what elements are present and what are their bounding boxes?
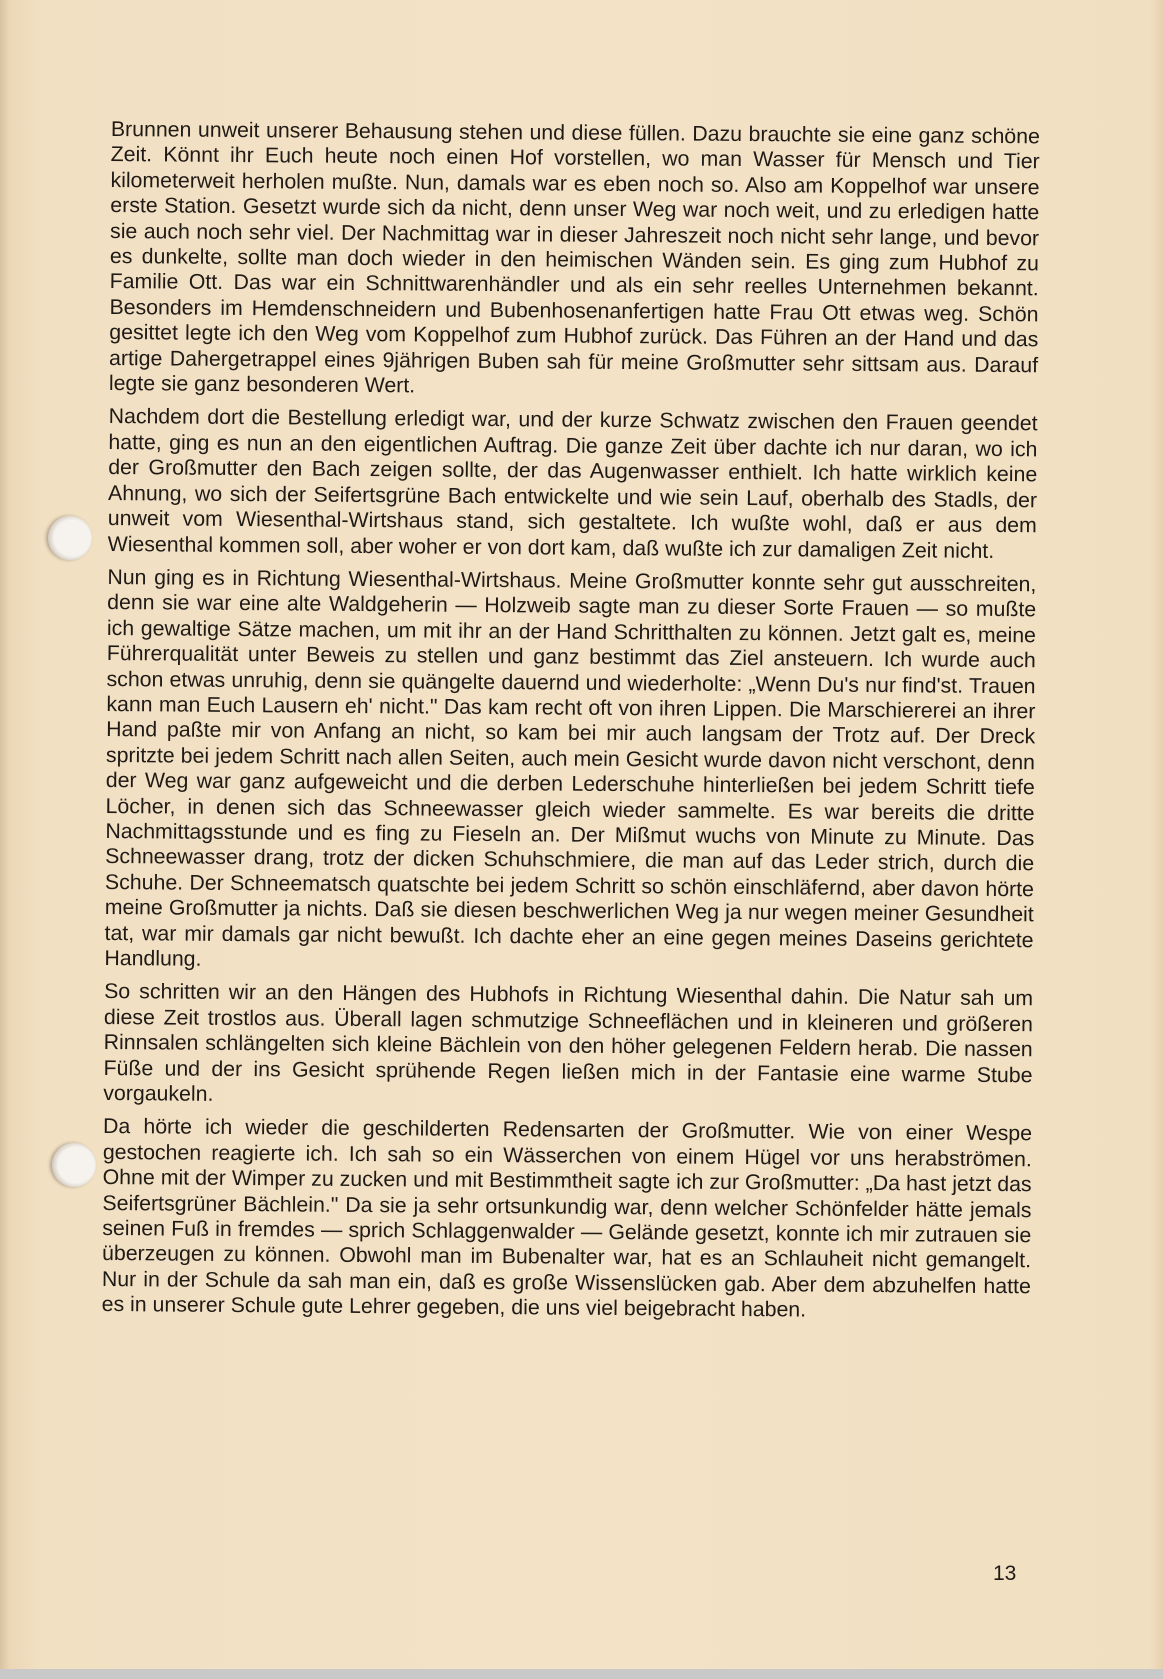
paragraph: Da hörte ich wieder die geschilderten Redensarten der Großmutter. Wie von einer Wespe gestochen reagierte ich. Ich sah so ein Wässerchen von einem Hügel vor uns herabströmen. Ohne mit der Wimper zu zucken und mit Bestimmtheit sagte ich zur Großmutter: „Da hast jetzt das Seifertsgrüner Bächlein." Da sie ja sehr ortsunkundig war, denn welcher Schönfelder hätte jemals seinen Fuß in fremdes — sprich Schlaggenwalder — Gelände gesetzt, konnte ich mir zutrauen sie überzeugen zu können. Obwohl man im Bubenalter war, hat es an Schlauheit nicht gemangelt. Nur in der Schule da sah man ein, daß es große Wissenslücken gab. Aber dem abzuhelfen hatte es in unserer Schule gute Lehrer gegeben, die uns viel beigebracht haben. (101, 1114, 1033, 1322)
paragraph: Brunnen unweit unserer Behausung stehen und diese füllen. Dazu brauchte sie eine ganz schöne Zeit. Könnt ihr Euch heute noch einen Hof vorstellen, wo man Wasser für Mensch und Tier kilometerweit herholen mußte. Nun, damals war es eben noch so. Also am Koppelhof war unsere erste Station. Gesetzt wurde sich da nicht, denn unser Weg war noch weit, und zu erledigen hatte sie auch noch sehr viel. Der Nachmittag war in dieser Jahreszeit noch nicht sehr lange, und bevor es dunkelte, sollte man doch wieder in den heimischen Wänden sein. Es ging zum Hubhof zu Familie Ott. Das war ein Schnittwarenhändler und als ein sehr reelles Unternehmen bekannt. Besonders im Hemdenschneidern und Bubenhosenanfertigen hatte Frau Ott etwas weg. Schön gesittet legte ich den Weg vom Koppelhof zum Hubhof zurück. Das Führen an der Hand und das artige Dahergetrappel eines 9jährigen Buben sah für meine Großmutter sehr sittsam aus. Darauf legte sie ganz besonderen Wert. (108, 117, 1040, 398)
paragraph: So schritten wir an den Hängen des Hubhofs in Richtung Wiesenthal dahin. Die Natur sah um diese Zeit trostlos aus. Überall lagen schmutzige Schneeflächen und in kleineren und größeren Rinnsalen schlängelten sich kleine Bächlein von den höher gelegenen Feldern herab. Die nassen Füße und der ins Gesicht sprühende Regen ließen mich in der Fantasie eine warme Stube vorgaukeln. (103, 979, 1034, 1106)
binding-hole (48, 516, 92, 560)
paragraph: Nachdem dort die Bestellung erledigt war, und der kurze Schwatz zwischen den Frauen geendet hatte, ging es nun an den eigentlichen Auftrag. Die ganze Zeit über dachte ich nur daran, wo ich der Großmutter den Bach zeigen sollte, der das Augenwasser enthielt. Ich hatte wirklich keine Ahnung, wo sich der Seifertsgrüne Bach entwickelte und wie sein Lauf, oberhalb des Stadls, der unweit vom Wiesenthal-Wirtshaus stand, sich gestaltete. Ich wußte wohl, daß er aus dem Wiesenthal kommen soll, aber woher er von dort kam, daß wußte ich zur damaligen Zeit nicht. (107, 404, 1038, 563)
binding-hole (52, 1143, 96, 1187)
body-text (102, 117, 1040, 1333)
page-number: 13 (993, 1562, 1017, 1585)
paragraph: Nun ging es in Richtung Wiesenthal-Wirtshaus. Meine Großmutter konnte sehr gut ausschreiten, denn sie war eine alte Waldgeherin — Holzweib sagte man zu dieser Sorte Frauen — so mußte ich gewaltige Sätze machen, um mit ihr an der Hand Schritthalten zu können. Jetzt galt es, meine Führerqualität unter Beweis zu stellen und ganz bestimmt das Ziel ansteuern. Ich wurde auch schon etwas unruhig, denn sie quängelte dauernd und wiederholte: „Wenn Du's nur find'st. Trauen kann man Euch Lausern eh' nicht." Das kam recht oft von ihren Lippen. Die Marschiererei an ihrer Hand paßte mir von Anfang an nicht, so kam bei mir auch langsam der Trotz auf. Der Dreck spritzte bei jedem Schritt nach allen Seiten, auch mein Gesicht wurde davon nicht verschont, denn der Weg war ganz aufgeweicht und die derben Lederschuhe hinterließen bei jedem Schritt tiefe Löcher, in denen sich das Schneewasser gleich wieder sammelte. Es war bereits die dritte Nachmittagsstunde und es fing zu Fieseln an. Der Mißmut wuchs von Minute zu Minute. Das Schneewasser drang, trotz der dicken Schuhschmiere, die man auf das Leder strich, durch die Schuhe. Der Schneematsch quatschte bei jedem Schritt so schön einschläfernd, aber davon hörte meine Großmutter ja nichts. Daß sie diesen beschwerlichen Weg ja nur wegen meiner Gesundheit tat, war mir damals gar nicht bewußt. Ich dachte eher an eine gegen meines Daseins gerichtete Handlung. (104, 564, 1037, 971)
